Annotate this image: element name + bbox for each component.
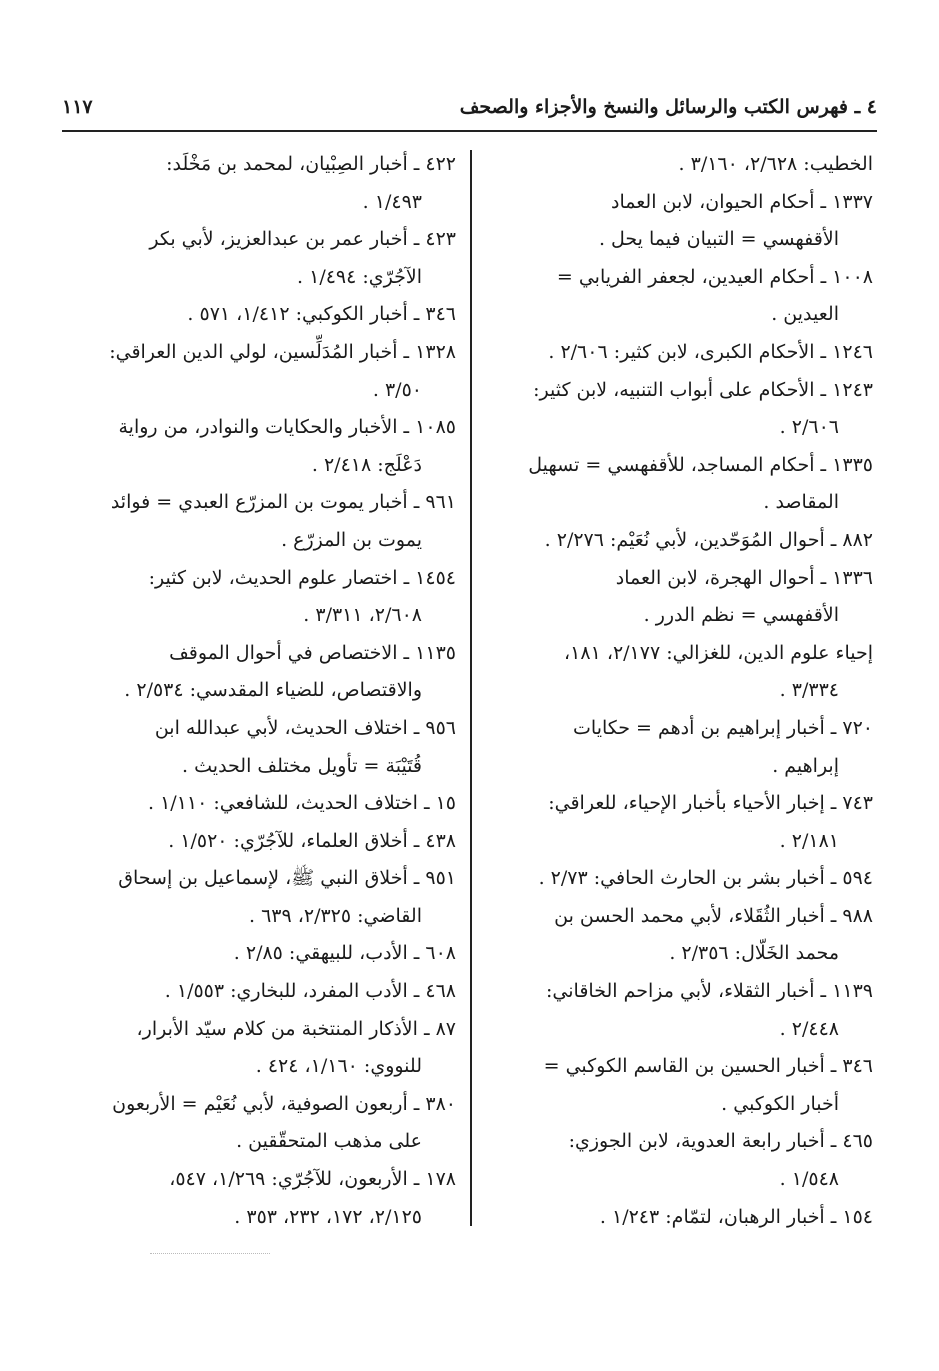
entry-continuation: والاقتصاص، للضياء المقدسي: ٢/٥٣٤ .	[124, 679, 422, 702]
entry-text: ٧٢٠ ـ أخبار إبراهيم بن أدهم = حكايات	[573, 716, 873, 739]
index-entry	[68, 296, 456, 334]
index-entry	[485, 560, 873, 635]
entry-continuation: يموت بن المزرّع .	[281, 528, 422, 551]
index-column-right	[485, 146, 873, 1236]
column-divider	[470, 150, 472, 1226]
index-entry	[68, 1161, 456, 1236]
index-entry	[485, 898, 873, 973]
index-entry	[68, 409, 456, 484]
entry-text: ١٢٤٣ ـ الأحكام على أبواب التنبيه، لابن كثير:	[533, 378, 873, 401]
entry-text: ١١٣٥ ـ الاختصاص في أحوال الموقف	[169, 641, 456, 664]
entry-text: ٩٦١ ـ أخبار يموت بن المزرّع العبدي = فوائد	[110, 491, 456, 514]
entry-continuation: ٢/٦٠٦ .	[779, 416, 839, 439]
entry-text: ٨٧ ـ الأذكار المنتخبة من كلام سيّد الأبرار،	[136, 1017, 456, 1040]
entry-text: ٤٦٨ ـ الأدب المفرد، للبخاري: ١/٥٥٣ .	[164, 980, 456, 1003]
entry-text: ٣٨٠ ـ أربعون الصوفية، لأبي نُعَيْم = الأربعون	[112, 1092, 456, 1115]
entry-text: ١٣٣٦ ـ أحوال الهجرة، لابن العماد	[615, 566, 873, 589]
header-rule	[62, 130, 877, 132]
index-entry	[485, 447, 873, 522]
index-entry	[68, 860, 456, 935]
entry-continuation: الأقفهسي = التبيان فيما يحل .	[598, 228, 839, 251]
index-entry	[68, 785, 456, 823]
chapter-title: ٤ ـ فهرس الكتب والرسائل والنسخ والأجزاء والصحف	[459, 96, 877, 118]
entry-continuation: ٢/٦٠٨، ٣/٣١١ .	[303, 604, 422, 627]
entry-continuation: دَعْلَج: ٢/٤١٨ .	[311, 453, 422, 476]
entry-text: ٣٤٦ ـ أخبار الكوكبي: ١/٤١٢، ٥٧١ .	[187, 303, 456, 326]
entry-continuation: ١/٥٤٨ .	[779, 1168, 839, 1191]
index-entry	[68, 635, 456, 710]
entry-continuation: الأقفهسي = نظم الدرر .	[643, 604, 839, 627]
index-entry	[485, 635, 873, 710]
index-entry	[485, 785, 873, 860]
entry-text: ١٣٣٧ ـ أحكام الحيوان، لابن العماد	[611, 190, 873, 213]
index-entry	[485, 860, 873, 898]
index-entry	[485, 146, 873, 184]
entry-continuation: ٣/٥٠ .	[372, 378, 422, 401]
entry-text: ٤٢٢ ـ أخبار الصِبْيان، لمحمد بن مَخْلَد:	[166, 153, 456, 175]
entry-continuation: الخطيب: ٢/٦٢٨، ٣/١٦٠ .	[678, 153, 873, 175]
index-entry	[68, 935, 456, 973]
index-entry	[68, 823, 456, 861]
index-entry	[485, 710, 873, 785]
entry-text: ١٣٢٨ ـ أخبار المُدَلِّسين، لولي الدين العراقي:	[109, 340, 456, 363]
index-entry	[68, 146, 456, 221]
entry-continuation: ٣/٣٣٤ .	[779, 679, 839, 702]
entry-continuation: إبراهيم .	[772, 754, 839, 777]
entry-text: ١٢٤٦ ـ الأحكام الكبرى، لابن كثير: ٢/٦٠٦ .	[548, 340, 873, 363]
entry-text: ٧٤٣ ـ إخبار الأحياء بأخبار الإحياء، للعراقي:	[548, 792, 873, 815]
entry-text: ٤٣٨ ـ أخلاق العلماء، للآجُرّي: ١/٥٢٠ .	[168, 829, 456, 852]
entry-text: ٤٦٥ ـ أخبار رابعة العدوية، لابن الجوزي:	[568, 1130, 873, 1153]
entry-text: ٩٥٦ ـ اختلاف الحديث، لأبي عبدالله ابن	[154, 716, 456, 739]
scan-artifact	[150, 1253, 270, 1256]
entry-text: ١٠٠٨ ـ أحكام العيدين، لجعفر الفريابي =	[556, 265, 873, 288]
index-entry	[68, 334, 456, 409]
entry-continuation: ٢/١٨١ .	[779, 829, 839, 852]
index-entry	[68, 1086, 456, 1161]
index-entry	[68, 221, 456, 296]
index-entry	[485, 372, 873, 447]
entry-text: ١١٣٩ ـ أخبار الثقلاء، لأبي مزاحم الخاقاني:	[546, 980, 873, 1003]
entry-continuation: قُتَيْبَة = تأويل مختلف الحديث .	[182, 754, 422, 777]
entry-text: ٥٩٤ ـ أخبار بشر بن الحارث الحافي: ٢/٧٣ .	[538, 867, 873, 890]
index-entry	[485, 184, 873, 259]
entry-text: ١٣٣٥ ـ أحكام المساجد، للأقفهسي = تسهيل	[528, 453, 873, 476]
entry-continuation: ١/٤٩٣ .	[362, 190, 422, 213]
entry-continuation: ٢/٤٤٨ .	[779, 1017, 839, 1040]
entry-continuation: القاضي: ٢/٣٢٥، ٦٣٩ .	[248, 904, 422, 927]
entry-continuation: المقاصد .	[763, 491, 839, 514]
index-entry	[485, 1123, 873, 1198]
index-column-left	[68, 146, 456, 1236]
entry-text: ٦٠٨ ـ الأدب، للبيهقي: ٢/٨٥ .	[233, 942, 456, 965]
entry-text: ١٥ ـ اختلاف الحديث، للشافعي: ١/١١٠ .	[148, 792, 456, 815]
entry-text: ١٧٨ ـ الأربعون، للآجُرّي: ١/٢٦٩، ٥٤٧،	[169, 1168, 456, 1191]
entry-text: ١٤٥٤ ـ اختصار علوم الحديث، لابن كثير:	[148, 566, 456, 589]
running-header	[62, 92, 877, 128]
page-number: ١١٧	[62, 96, 93, 118]
entry-text: ١٥٤ ـ أخبار الرهبان، لتمّام: ١/٢٤٣ .	[599, 1205, 873, 1228]
index-entry	[68, 710, 456, 785]
index-entry	[68, 484, 456, 559]
entry-text: ٨٨٢ ـ أحوال المُوَحّدين، لأبي نُعَيْم: ٢/٢٧٦ .	[544, 528, 873, 551]
entry-continuation: على مذهب المتحقّقين .	[236, 1130, 422, 1153]
entry-text: إحياء علوم الدين، للغزالي: ٢/١٧٧، ١٨١،	[564, 641, 873, 664]
index-entry	[68, 973, 456, 1011]
index-entry	[485, 1199, 873, 1237]
entry-continuation: أخبار الكوكبي .	[721, 1092, 839, 1115]
entry-text: ٩٥١ ـ أخلاق النبي ﷺ، لإسماعيل بن إسحاق	[118, 867, 456, 890]
index-entry	[485, 259, 873, 334]
index-entry	[485, 1048, 873, 1123]
entry-continuation: العيدين .	[771, 303, 839, 326]
index-entry	[68, 560, 456, 635]
entry-continuation: محمد الخَلّال: ٢/٣٥٦ .	[669, 942, 839, 965]
index-entry	[68, 1011, 456, 1086]
index-entry	[485, 334, 873, 372]
entry-text: ١٠٨٥ ـ الأخبار والحكايات والنوادر، من رواية	[118, 416, 456, 439]
entry-text: ٣٤٦ ـ أخبار الحسين بن القاسم الكوكبي =	[543, 1055, 873, 1078]
entry-continuation: للنووي: ١/١٦٠، ٤٢٤ .	[255, 1055, 422, 1078]
entry-continuation: ٢/١٢٥، ١٧٢، ٢٣٢، ٣٥٣ .	[234, 1205, 422, 1228]
index-entry	[485, 973, 873, 1048]
entry-text: ٩٨٨ ـ أخبار الثُقَلاء، لأبي محمد الحسن بن	[554, 904, 873, 927]
index-entry	[485, 522, 873, 560]
entry-continuation: الآجُرّي: ١/٤٩٤ .	[297, 265, 422, 288]
entry-text: ٤٢٣ ـ أخبار عمر بن عبدالعزيز، لأبي بكر	[149, 228, 456, 251]
